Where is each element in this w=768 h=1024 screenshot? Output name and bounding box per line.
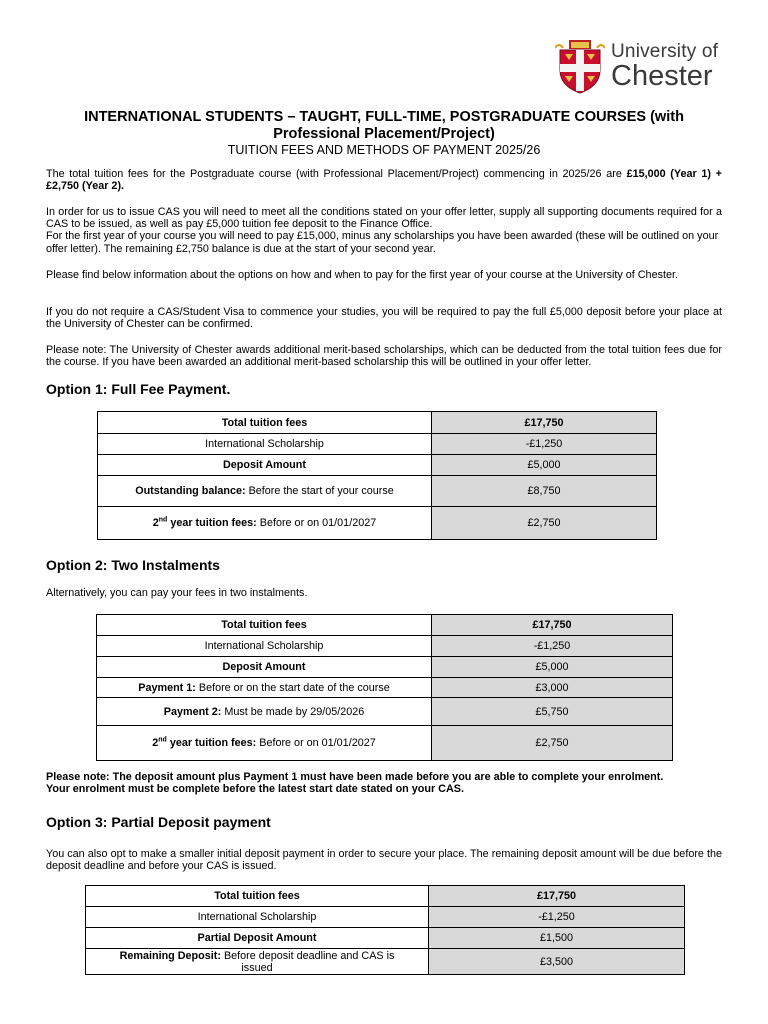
row-label-year-num: 2 xyxy=(152,737,159,749)
row-label: Total tuition fees xyxy=(97,615,432,636)
row-label-sup: nd xyxy=(158,736,167,744)
title-line2: Professional Placement/Project) xyxy=(273,126,495,142)
page-subtitle: TUITION FEES AND METHODS OF PAYMENT 2025/26 xyxy=(227,143,541,157)
row-value: £17,750 xyxy=(429,886,685,907)
row-value: £5,000 xyxy=(432,657,673,678)
option2-note-line2: Your enrolment must be complete before the latest start date stated on your CAS. xyxy=(46,783,464,796)
table-row xyxy=(97,726,673,761)
row-label-bold: year tuition fees: xyxy=(167,517,257,529)
intro-p1-bold: £15,000 (Year 1) + £2,750 (Year 2). xyxy=(46,168,722,193)
table-row xyxy=(86,907,685,928)
intro-p1-text: The total tuition fees for the Postgraduate course (with Professional Placement/Project) commencing in 2025/26 are xyxy=(46,168,627,180)
option3-heading: Option 3: Partial Deposit payment xyxy=(46,814,271,830)
table-row xyxy=(86,949,685,975)
row-value: £8,750 xyxy=(432,476,657,507)
table-row xyxy=(98,412,657,434)
option1-heading: Option 1: Full Fee Payment. xyxy=(46,381,231,397)
option2-note xyxy=(46,771,722,795)
row-label-bold: Outstanding balance: xyxy=(135,485,246,497)
row-label: Total tuition fees xyxy=(98,412,432,434)
university-logo xyxy=(555,40,725,96)
intro-paragraph-5: Please note: The University of Chester awards additional merit-based scholarships, which can be deducted from the total tuition fees due for the course. If you have been awarded an additional merit-based scholarship this will be outlined in your offer letter. xyxy=(46,344,722,369)
row-label-bold: Payment 1: xyxy=(138,681,196,694)
option2-intro: Alternatively, you can pay your fees in two instalments. xyxy=(46,587,308,599)
table-row xyxy=(97,615,673,636)
table-row xyxy=(97,698,673,726)
table-row xyxy=(98,507,657,540)
option2-note-line1: Please note: The deposit amount plus Payment 1 must have been made before you are able to complete your enrolment. xyxy=(46,771,664,783)
row-label-bold: Payment 2: xyxy=(163,705,222,718)
option3-intro: You can also opt to make a smaller initial deposit payment in order to secure your place. The remaining deposit amount will be due before the deposit deadline and before your CAS is issued. xyxy=(46,848,722,873)
row-label xyxy=(86,949,429,975)
table-row xyxy=(97,636,673,657)
crest-icon xyxy=(555,40,605,94)
option1-table xyxy=(97,411,657,540)
row-label-rest: Before or on the start date of the course xyxy=(195,681,390,694)
row-label-rest: Must be made by 29/05/2026 xyxy=(221,705,365,718)
row-label xyxy=(98,507,432,540)
row-label-bold: year tuition fees: xyxy=(166,737,257,749)
row-value: £5,000 xyxy=(432,455,657,476)
row-label xyxy=(97,678,432,698)
intro-p2-line1: In order for us to issue CAS you will need to meet all the conditions stated on your offer letter, supply all supporting documents required for a CAS to be issued, as well as pay £5,000 tuition fee deposit to the Finance Office. xyxy=(46,206,722,231)
row-value: £3,000 xyxy=(432,678,673,698)
row-value: £2,750 xyxy=(432,726,673,761)
row-label xyxy=(97,726,432,761)
row-label: Total tuition fees xyxy=(86,886,429,907)
table-row xyxy=(86,928,685,949)
row-value: £2,750 xyxy=(432,507,657,540)
option3-table xyxy=(85,885,685,975)
row-value: £17,750 xyxy=(432,412,657,434)
logo-name-line1: University of xyxy=(611,41,719,62)
intro-paragraph-1 xyxy=(46,168,722,192)
row-value: £1,500 xyxy=(429,928,685,949)
title-line1: INTERNATIONAL STUDENTS – TAUGHT, FULL-TIME, POSTGRADUATE COURSES (with xyxy=(84,109,684,125)
option2-heading: Option 2: Two Instalments xyxy=(46,557,220,573)
row-value: £17,750 xyxy=(432,615,673,636)
row-label xyxy=(97,698,432,726)
row-label: Deposit Amount xyxy=(98,455,432,476)
row-label: International Scholarship xyxy=(97,636,432,657)
row-value: -£1,250 xyxy=(432,434,657,455)
row-label-rest: Before or on 01/01/2027 xyxy=(256,517,377,529)
table-row xyxy=(97,678,673,698)
row-label-year-num: 2 xyxy=(152,517,159,529)
intro-p2-line2: For the first year of your course you will need to pay £15,000, minus any scholarships you have been awarded (these will be outlined on your offer letter). The remaining £2,750 balance is due at the start of your second year. xyxy=(46,230,719,255)
intro-paragraph-2 xyxy=(46,206,722,255)
intro-paragraph-3: Please find below information about the options on how and when to pay for the first year of your course at the University of Chester. xyxy=(46,269,678,281)
row-label-rest: Before deposit deadline and CAS is issued xyxy=(220,949,395,974)
row-label xyxy=(98,476,432,507)
table-row xyxy=(98,455,657,476)
table-row xyxy=(97,657,673,678)
row-label-rest: Before the start of your course xyxy=(245,485,394,497)
row-value: £5,750 xyxy=(432,698,673,726)
row-label-sup: nd xyxy=(158,516,168,524)
intro-paragraph-4: If you do not require a CAS/Student Visa to commence your studies, you will be required to pay the full £5,000 deposit before your place at the University of Chester can be confirmed. xyxy=(46,306,722,331)
option2-table xyxy=(96,614,673,761)
table-row xyxy=(86,886,685,907)
page-title xyxy=(30,109,738,143)
row-label-bold: Remaining Deposit: xyxy=(119,949,221,962)
table-row xyxy=(98,434,657,455)
row-label-rest: Before or on 01/01/2027 xyxy=(256,737,376,749)
row-label: Deposit Amount xyxy=(97,657,432,678)
row-label: International Scholarship xyxy=(98,434,432,455)
row-value: -£1,250 xyxy=(429,907,685,928)
row-value: -£1,250 xyxy=(432,636,673,657)
row-label: International Scholarship xyxy=(86,907,429,928)
row-label: Partial Deposit Amount xyxy=(86,928,429,949)
row-value: £3,500 xyxy=(429,949,685,975)
table-row xyxy=(98,476,657,507)
logo-name-line2: Chester xyxy=(611,60,713,92)
